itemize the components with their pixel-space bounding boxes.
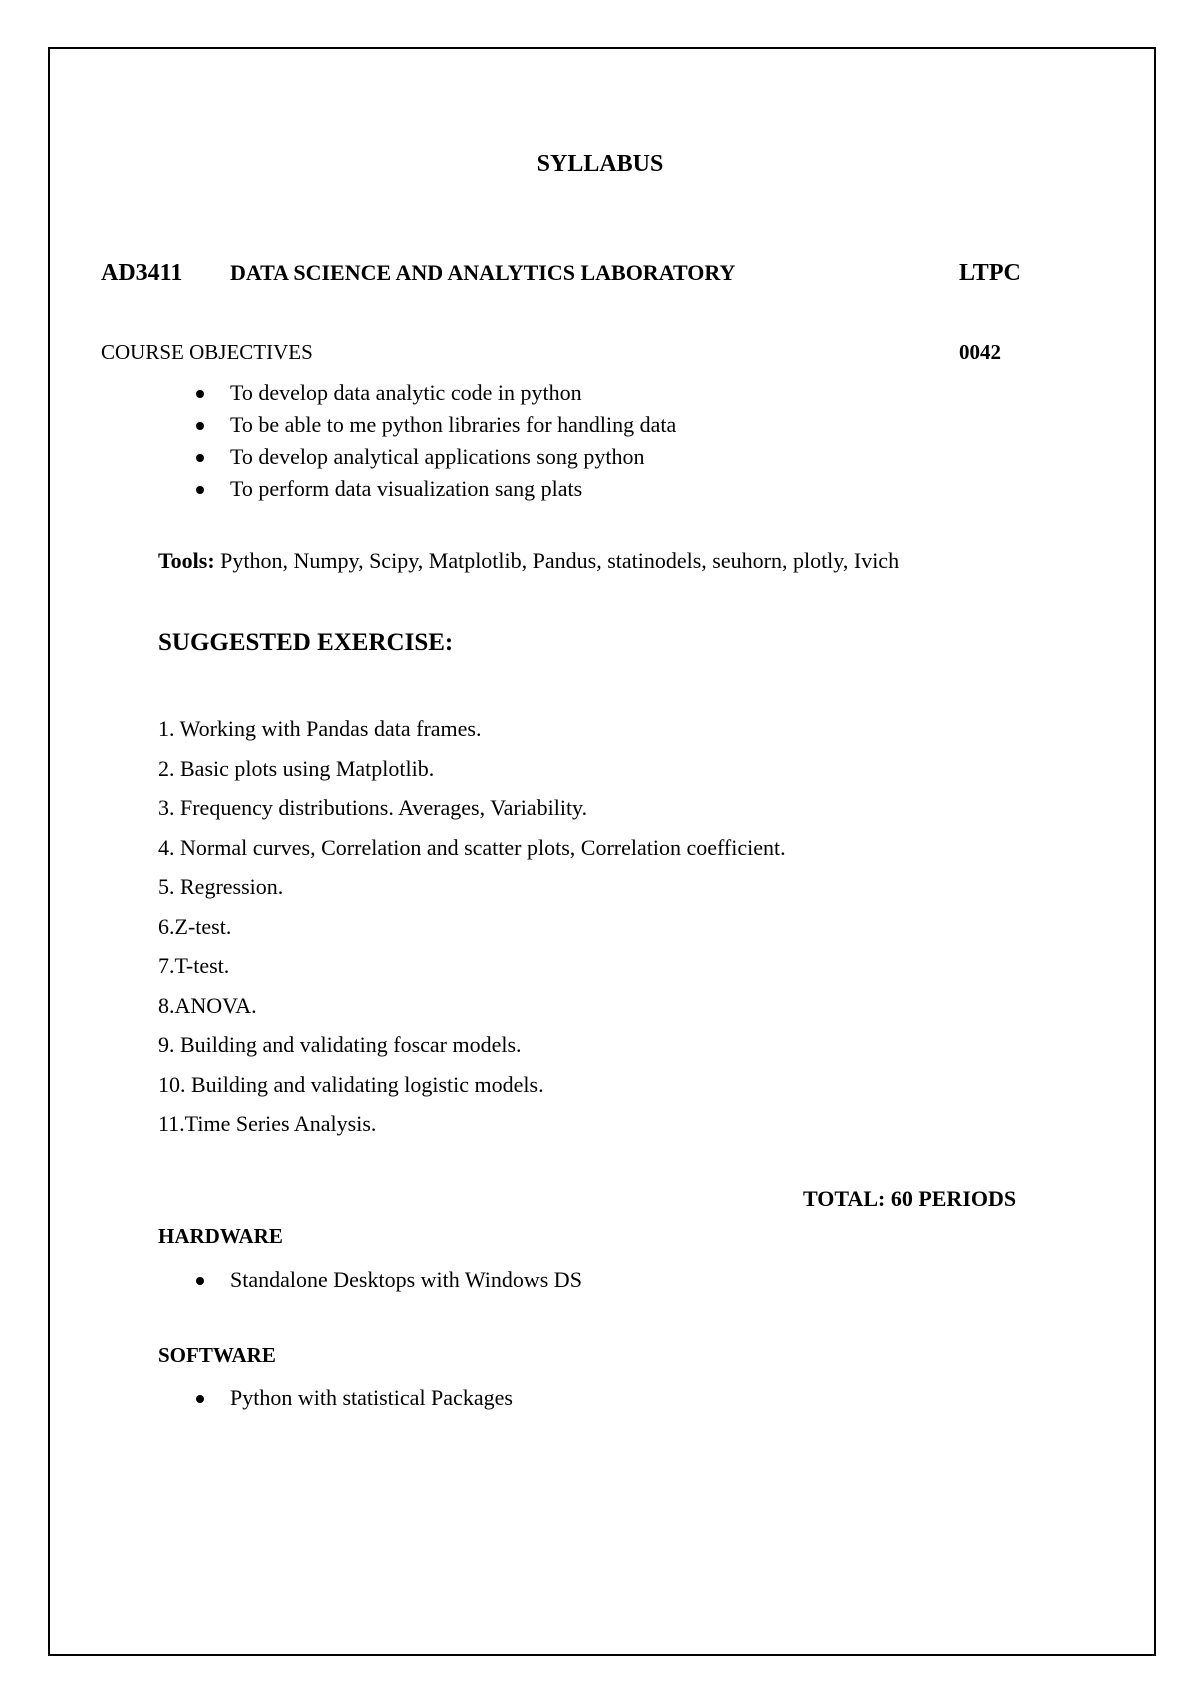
bullet-icon (196, 1277, 204, 1285)
objectives-list (196, 377, 676, 505)
list-item (196, 441, 676, 473)
total-periods: TOTAL: 60 PERIODS (803, 1186, 1017, 1211)
list-item: 10. Building and validating logistic models. (158, 1071, 544, 1097)
course-name: DATA SCIENCE AND ANALYTICS LABORATORY (230, 260, 736, 285)
bullet-icon (196, 1395, 204, 1403)
tools-value: Python, Numpy, Scipy, Matplotlib, Pandus, statinodels, seuhorn, plotly, Ivich (214, 548, 900, 573)
tools-label: Tools: (158, 548, 215, 573)
hardware-heading: HARDWARE (158, 1224, 283, 1248)
bullet-icon (196, 486, 204, 494)
list-item: 5. Regression. (158, 874, 284, 899)
list-item (196, 377, 676, 409)
objective-text: To develop analytical applications song python (230, 444, 645, 469)
exercise-list (158, 709, 786, 1144)
list-item (196, 1264, 582, 1296)
page-title: SYLLABUS (536, 151, 664, 177)
software-text: Python with statistical Packages (230, 1385, 513, 1410)
list-item: 2. Basic plots using Matplotlib. (158, 755, 435, 781)
ltpc-label: LTPC (959, 260, 1021, 286)
bullet-icon (196, 454, 204, 462)
tools-line (158, 550, 899, 572)
software-heading: SOFTWARE (158, 1343, 276, 1367)
list-item: 11.Time Series Analysis. (158, 1111, 377, 1136)
objective-text: To be able to me python libraries for handling data (230, 412, 677, 437)
list-item: 3. Frequency distributions. Averages, Variability. (158, 795, 588, 820)
ltpc-value: 0042 (959, 340, 1001, 364)
hardware-text: Standalone Desktops with Windows DS (230, 1267, 582, 1292)
hardware-list (196, 1264, 582, 1296)
list-item (196, 409, 676, 441)
list-item (196, 1382, 513, 1414)
list-item: 8.ANOVA. (158, 992, 257, 1018)
bullet-icon (196, 422, 204, 430)
objective-text: To develop data analytic code in python (230, 380, 582, 405)
bullet-icon (196, 390, 204, 398)
exercise-heading: SUGGESTED EXERCISE: (158, 629, 454, 656)
list-item: 4. Normal curves, Correlation and scatter plots, Correlation coefficient. (158, 834, 786, 860)
list-item: 7.T-test. (158, 953, 230, 978)
list-item: 9. Building and validating foscar models. (158, 1032, 522, 1057)
list-item: 1. Working with Pandas data frames. (158, 716, 482, 741)
software-list (196, 1382, 513, 1414)
course-code: AD3411 (101, 260, 183, 286)
list-item: 6.Z-test. (158, 913, 232, 939)
objective-text: To perform data visualization sang plats (230, 476, 583, 501)
list-item (196, 473, 676, 505)
objectives-heading: COURSE OBJECTIVES (101, 340, 313, 364)
